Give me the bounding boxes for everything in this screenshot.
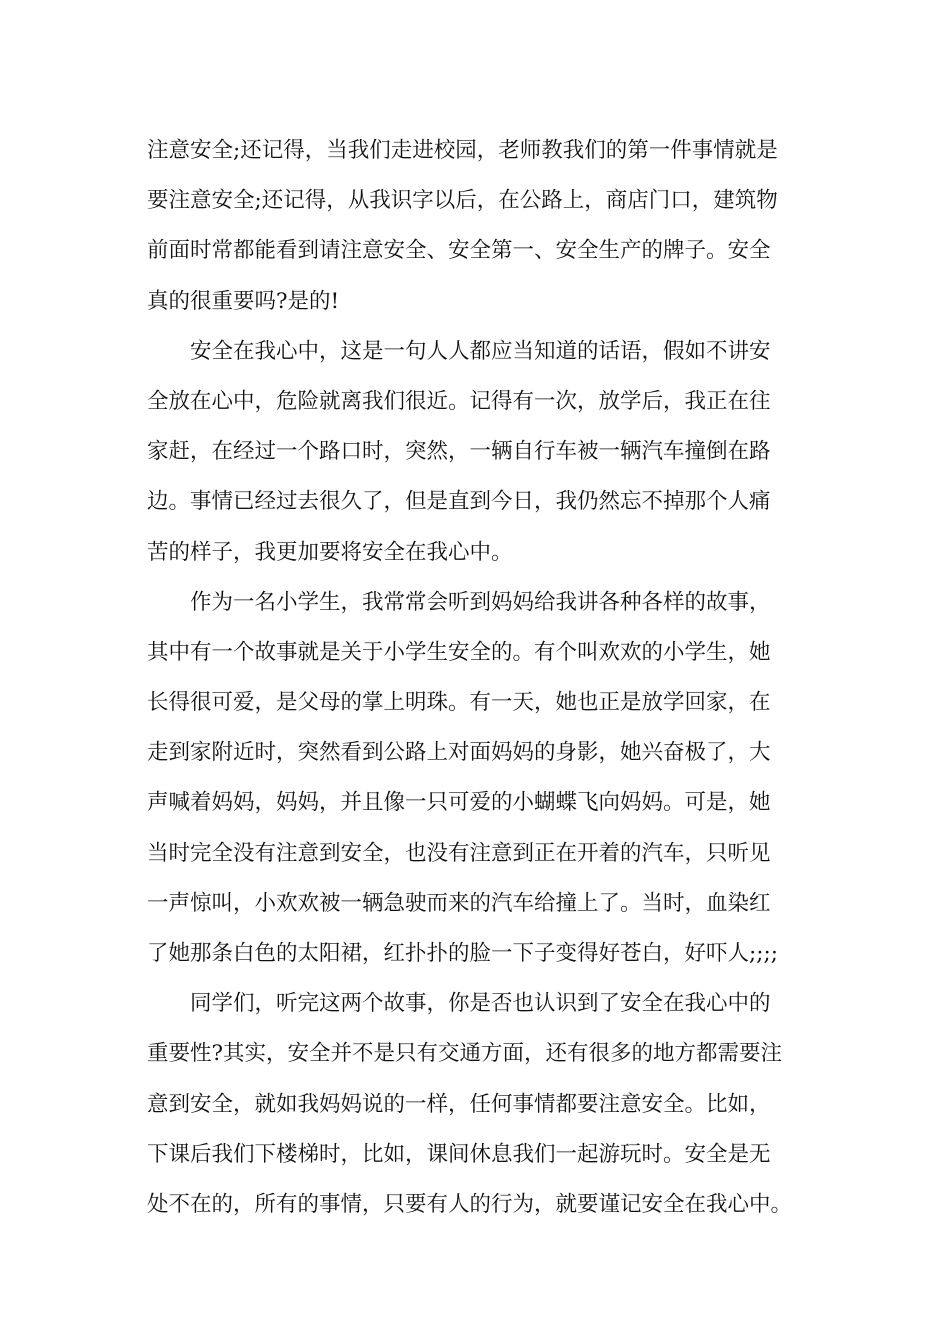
text-line: 要注意安全;还记得，从我识字以后，在公路上，商店门口，建筑物: [147, 188, 778, 214]
text-line: 边。事情已经过去很久了，但是直到今日，我仍然忘不掉那个人痛: [147, 489, 771, 515]
text-line: 全放在心中，危险就离我们很近。记得有一次，放学后，我正在往: [147, 388, 771, 414]
text-line: 了她那条白色的太阳裙，红扑扑的脸一下子变得好苍白，好吓人;;;;: [147, 941, 778, 966]
text-line: 真的很重要吗?是的!: [147, 288, 340, 314]
paragraph-4: [147, 986, 817, 1237]
text-line: 注意安全;还记得，当我们走进校园，老师教我们的第一件事情就是: [147, 138, 778, 163]
text-line: 前面时常都能看到请注意安全、安全第一、安全生产的牌子。安全: [147, 238, 771, 264]
text-line: 走到家附近时，突然看到公路上对面妈妈的身影，她兴奋极了，大: [147, 740, 771, 766]
text-line: 家赶，在经过一个路口时，突然，一辆自行车被一辆汽车撞倒在路: [147, 439, 771, 465]
text-line: 重要性?其实，安全并不是只有交通方面，还有很多的地方都需要注: [147, 1041, 783, 1067]
text-line: 作为一名小学生，我常常会听到妈妈给我讲各种各样的故事，: [190, 589, 771, 615]
text-line: 一声惊叫，小欢欢被一辆急驶而来的汽车给撞上了。当时，血染红: [147, 890, 771, 916]
text-line: 声喊着妈妈，妈妈，并且像一只可爱的小蝴蝶飞向妈妈。可是，她: [147, 790, 771, 816]
text-line: 安全在我心中，这是一句人人都应当知道的话语，假如不讲安: [190, 338, 771, 364]
text-line: 处不在的，所有的事情，只要有人的行为，就要谨记安全在我心中。: [147, 1191, 793, 1217]
document-body: [147, 133, 817, 1237]
text-line: 苦的样子，我更加要将安全在我心中。: [147, 539, 513, 565]
text-line: 意到安全，就如我妈妈说的一样，任何事情都要注意安全。比如，: [147, 1091, 771, 1117]
text-line: 同学们，听完这两个故事，你是否也认识到了安全在我心中的: [190, 991, 771, 1017]
text-line: 其中有一个故事就是关于小学生安全的。有个叫欢欢的小学生，她: [147, 639, 771, 665]
paragraph-1: [147, 133, 817, 334]
paragraph-2: [147, 334, 817, 585]
paragraph-3: [147, 585, 817, 987]
text-line: 下课后我们下楼梯时，比如，课间休息我们一起游玩时。安全是无: [147, 1141, 771, 1167]
text-line: 长得很可爱，是父母的掌上明珠。有一天，她也正是放学回家，在: [147, 690, 771, 716]
text-line: 当时完全没有注意到安全，也没有注意到正在开着的汽车，只听见: [147, 840, 771, 866]
